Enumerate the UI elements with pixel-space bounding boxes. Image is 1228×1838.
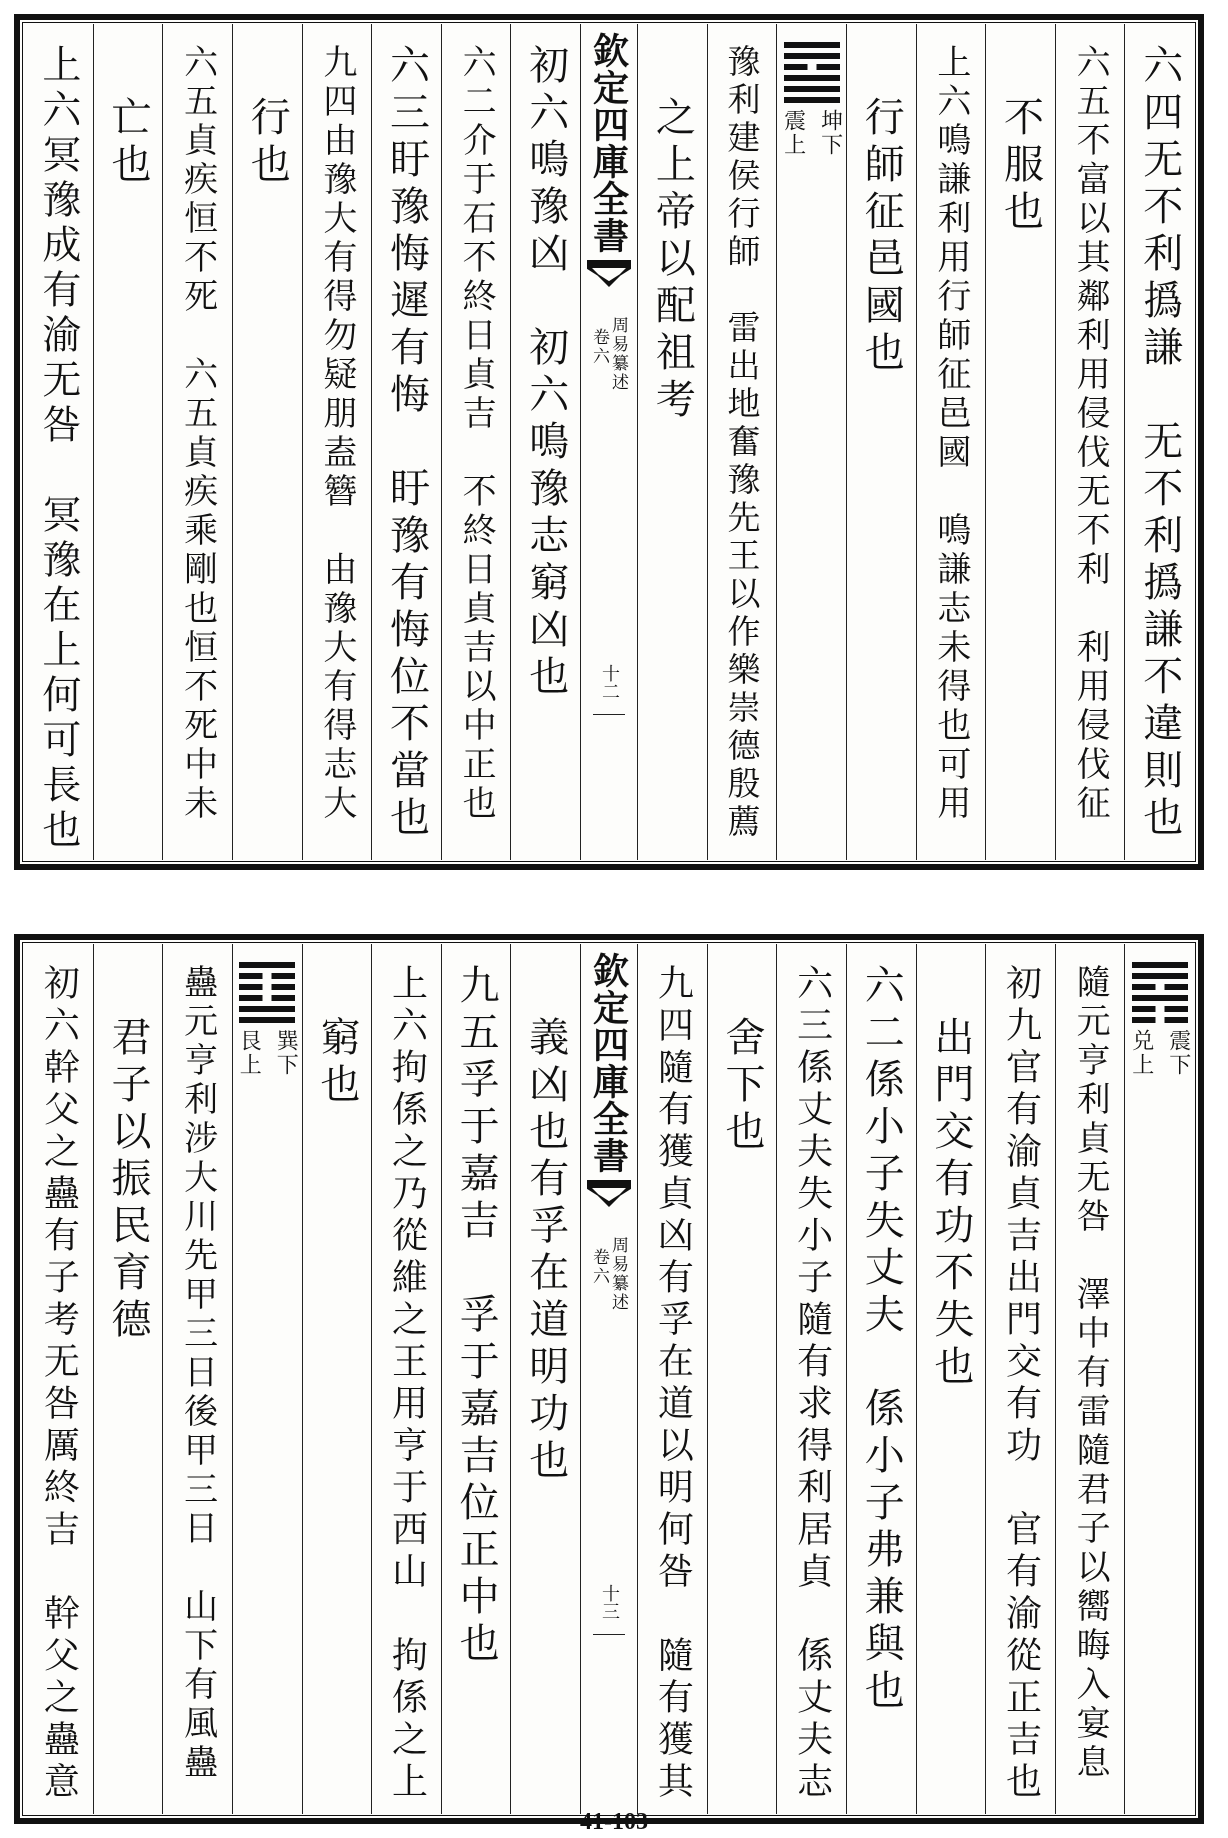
yang-line bbox=[784, 97, 840, 103]
text-column bbox=[985, 944, 1055, 1814]
trigram-position-label: 艮上 bbox=[236, 1029, 262, 1077]
yang-line bbox=[239, 1006, 295, 1012]
yang-line bbox=[1132, 973, 1188, 979]
yang-line bbox=[784, 86, 840, 92]
leaf-number: 十三 bbox=[599, 1584, 620, 1620]
column-text: 行師征邑國也 bbox=[858, 96, 905, 378]
hexagram-column bbox=[1124, 944, 1194, 1814]
bottom-page-columns bbox=[24, 944, 1194, 1814]
hexagram-column bbox=[776, 24, 846, 860]
column-text: 上六冥豫成有渝无咎 冥豫在上何可長也 bbox=[35, 44, 81, 854]
page-number: 41-103 bbox=[580, 1809, 648, 1835]
text-column bbox=[232, 24, 302, 860]
center-fold-column bbox=[580, 944, 637, 1814]
column-text: 隨元亨利貞无咎 澤中有雷隨君子以嚮晦入宴息 bbox=[1070, 964, 1111, 1783]
text-column bbox=[637, 24, 707, 860]
yang-line bbox=[784, 75, 840, 81]
trigram-position-label: 震上 bbox=[780, 109, 806, 157]
column-text: 亡也 bbox=[104, 96, 151, 190]
book-name: 周易纂述 bbox=[608, 316, 628, 392]
fishtail-mark-icon bbox=[587, 260, 631, 288]
trigram-position-label: 巽下 bbox=[273, 1029, 299, 1077]
text-column bbox=[24, 944, 93, 1814]
volume-label: 卷六 bbox=[589, 1248, 609, 1286]
yang-line bbox=[1132, 962, 1188, 968]
hexagram-icon bbox=[1128, 962, 1191, 1077]
column-text: 九四由豫大有得勿疑朋盍簪 由豫大有得志大 bbox=[316, 44, 357, 824]
column-text: 六五貞疾恒不死 六五貞疾乘剛也恒不死中未 bbox=[177, 44, 218, 824]
column-text: 豫利建侯行師 雷出地奮豫先王以作樂崇德殷薦 bbox=[722, 44, 762, 842]
text-column bbox=[441, 944, 511, 1814]
column-text: 六二介于石不終日貞吉 不終日貞吉以中正也 bbox=[456, 44, 497, 824]
yin-line bbox=[784, 64, 840, 70]
text-column bbox=[1055, 944, 1125, 1814]
text-column bbox=[776, 944, 846, 1814]
yin-line bbox=[1132, 984, 1188, 990]
column-text: 初六幹父之蠱有子考无咎厲終吉 幹父之蠱意 bbox=[38, 964, 80, 1804]
fold-rule bbox=[593, 714, 625, 715]
column-text: 六三係丈夫失小子隨有求得利居貞 係丈夫志 bbox=[791, 964, 833, 1804]
column-text: 初九官有渝貞吉出門交有功 官有渝從正吉也 bbox=[1000, 964, 1042, 1804]
volume-label: 卷六 bbox=[589, 328, 609, 366]
trigram-position-label: 坤下 bbox=[817, 109, 843, 157]
column-text: 義凶也有孚在道明功也 bbox=[522, 1016, 569, 1486]
top-page-columns bbox=[24, 24, 1194, 860]
text-column bbox=[441, 24, 511, 860]
column-text: 初六鳴豫凶 初六鳴豫志窮凶也 bbox=[522, 44, 569, 702]
text-column bbox=[302, 944, 372, 1814]
fold-rule bbox=[593, 1634, 625, 1635]
text-column bbox=[302, 24, 372, 860]
text-column bbox=[24, 24, 93, 860]
book-name: 周易纂述 bbox=[608, 1236, 628, 1312]
yang-line bbox=[239, 1017, 295, 1023]
text-column bbox=[162, 944, 232, 1814]
column-text: 窮也 bbox=[313, 1016, 360, 1110]
column-text: 六三盱豫悔遲有悔 盱豫有悔位不當也 bbox=[383, 44, 430, 843]
text-column bbox=[1124, 24, 1194, 860]
trigram-position-label: 震下 bbox=[1165, 1029, 1191, 1077]
leaf-number: 十二 bbox=[599, 664, 620, 700]
hexagram-icon bbox=[236, 962, 299, 1077]
column-text: 上六鳴謙利用行師征邑國 鳴謙志未得也可用 bbox=[930, 44, 971, 824]
yang-line bbox=[784, 42, 840, 48]
column-text: 行也 bbox=[244, 96, 291, 190]
text-column bbox=[510, 944, 580, 1814]
column-text: 君子以振民育德 bbox=[104, 1016, 151, 1345]
top-page-frame bbox=[14, 14, 1204, 870]
column-text: 六二係小子失丈夫 係小子弗兼與也 bbox=[858, 964, 905, 1716]
hexagram-icon bbox=[780, 42, 843, 157]
column-text: 上六拘係之乃從維之王用亨于西山 拘係之上 bbox=[386, 964, 428, 1804]
text-column bbox=[510, 24, 580, 860]
column-text: 舍下也 bbox=[718, 1016, 765, 1157]
yin-line bbox=[239, 973, 295, 979]
text-column bbox=[637, 944, 707, 1814]
trigram-labels bbox=[1128, 1029, 1191, 1077]
hexagram-column bbox=[232, 944, 302, 1814]
fishtail-mark-icon bbox=[587, 1180, 631, 1208]
yin-line bbox=[239, 995, 295, 1001]
column-text: 六五不富以其鄰利用侵伐无不利 利用侵伐征 bbox=[1070, 44, 1111, 824]
column-text: 不服也 bbox=[997, 96, 1044, 237]
column-text: 出門交有功不失也 bbox=[927, 1016, 974, 1392]
text-column bbox=[916, 944, 986, 1814]
yang-line bbox=[1132, 995, 1188, 1001]
book-series-title: 欽定四庫全書 bbox=[587, 32, 630, 254]
text-column bbox=[93, 24, 163, 860]
trigram-labels bbox=[236, 1029, 299, 1077]
yang-line bbox=[239, 962, 295, 968]
bottom-page-frame bbox=[14, 934, 1204, 1824]
yang-line bbox=[784, 53, 840, 59]
column-text: 蠱元亨利涉大川先甲三日後甲三日 山下有風蠱 bbox=[177, 964, 218, 1783]
text-column bbox=[93, 944, 163, 1814]
text-column bbox=[1055, 24, 1125, 860]
text-column bbox=[846, 944, 916, 1814]
column-text: 九五孚于嘉吉 孚于嘉吉位正中也 bbox=[453, 964, 500, 1669]
text-column bbox=[371, 24, 441, 860]
text-column bbox=[985, 24, 1055, 860]
column-text: 九四隨有獲貞凶有孚在道以明何咎 隨有獲其 bbox=[652, 964, 694, 1804]
column-text: 之上帝以配祖考 bbox=[649, 96, 696, 425]
center-fold-column bbox=[580, 24, 637, 860]
column-text: 六四无不利撝謙 无不利撝謙不違則也 bbox=[1136, 44, 1183, 843]
text-column bbox=[162, 24, 232, 860]
trigram-labels bbox=[780, 109, 843, 157]
yin-line bbox=[1132, 1017, 1188, 1023]
yin-line bbox=[239, 984, 295, 990]
trigram-position-label: 兑上 bbox=[1128, 1029, 1154, 1077]
text-column bbox=[371, 944, 441, 1814]
yin-line bbox=[1132, 1006, 1188, 1012]
text-column bbox=[846, 24, 916, 860]
book-series-title: 欽定四庫全書 bbox=[587, 952, 630, 1174]
text-column bbox=[916, 24, 986, 860]
text-column bbox=[707, 944, 777, 1814]
text-column bbox=[707, 24, 777, 860]
